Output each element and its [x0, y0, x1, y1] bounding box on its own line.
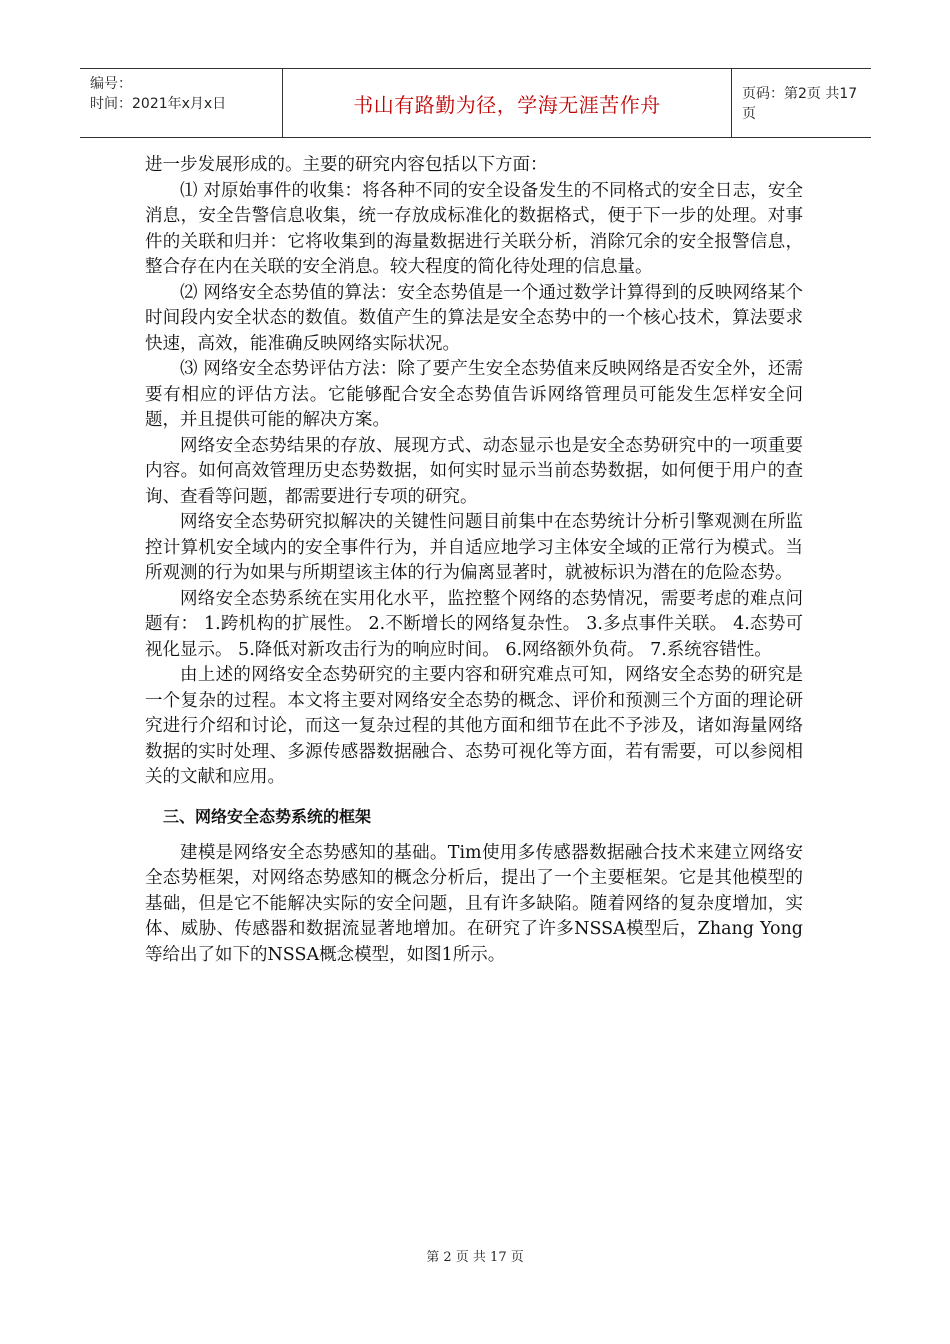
- body-paragraph: 由上述的网络安全态势研究的主要内容和研究难点可知，网络安全态势的研究是一个复杂的过程。本文将主要对网络安全态势的概念、评价和预测三个方面的理论研究进行介绍和讨论，而这一复杂过程的其他方面和细节在此不予涉及，诸如海量网络数据的实时处理、多源传感器数据融合、态势可视化等方面，若有需要，可以参阅相关的文献和应用。: [145, 665, 803, 787]
- header-page-cell: [732, 69, 871, 137]
- body-paragraph: 网络安全态势研究拟解决的关键性问题目前集中在态势统计分析引擎观测在所监控计算机安全域内的安全事件行为，并自适应地学习主体安全域的正常行为模式。当所观测的行为如果与所期望该主体的行为偏离显著时，就被标识为潜在的危险态势。: [145, 512, 803, 583]
- header-motto-cell: [282, 69, 732, 137]
- section-paragraph: 建模是网络安全态势感知的基础。Tim使用多传感器数据融合技术来建立网络安全态势框架，对网络态势感知的概念分析后，提出了一个主要框架。它是其他模型的基础，但是它不能解决实际的安全问题，且有许多缺陷。随着网络的复杂度增加，实体、威胁、传感器和数据流显著地增加。在研究了许多NSSA模型后，Zhang Yong等给出了如下的NSSA概念模型，如图1所示。: [145, 842, 803, 965]
- document-body: [145, 153, 803, 968]
- body-paragraph-item-1: ⑴ 对原始事件的收集：将各种不同的安全设备发生的不同格式的安全日志，安全消息，安全告警信息收集，统一存放成标准化的数据格式，便于下一步的处理。对事件的关联和归并：它将收集到的海量数据进行关联分析，消除冗余的安全报警信息，整合存在内在关联的安全消息。较大程度的简化待处理的信息量。: [145, 180, 803, 277]
- body-paragraph-intro: 进一步发展形成的。主要的研究内容包括以下方面：: [145, 155, 548, 175]
- page-header: [80, 68, 871, 138]
- body-paragraph-item-2: ⑵ 网络安全态势值的算法：安全态势值是一个通过数学计算得到的反映网络某个时间段内安全状态的数值。数值产生的算法是安全态势中的一个核心技术，算法要求快速，高效，能准确反映网络实际状况。: [145, 282, 803, 354]
- body-paragraph: 网络安全态势结果的存放、展现方式、动态显示也是安全态势研究中的一项重要内容。如何高效管理历史态势数据，如何实时显示当前态势数据，如何便于用户的查询、查看等问题，都需要进行专项的研究。: [145, 435, 803, 507]
- body-paragraph-item-3: ⑶ 网络安全态势评估方法：除了要产生安全态势值来反映网络是否安全外，还需要有相应的评估方法。它能够配合安全态势值告诉网络管理员可能发生怎样安全问题，并且提供可能的解决方案。: [145, 359, 803, 430]
- body-paragraph: 网络安全态势系统在实用化水平，监控整个网络的态势情况，需要考虑的难点问题有： 1.跨机构的扩展性。 2.不断增长的网络复杂性。 3.多点事件关联。 4.态势可视化显示。 5.降低对新攻击行为的响应时间。 6.网络额外负荷。 7.系统容错性。: [145, 588, 803, 660]
- document-date: 时间：2021年x月x日: [90, 96, 227, 112]
- page-footer: 第 2 页 共 17 页: [426, 1250, 524, 1265]
- header-motto: 书山有路勤为径，学海无涯苦作舟: [353, 92, 661, 117]
- document-number: 编号：: [90, 76, 132, 92]
- header-meta: [80, 69, 282, 137]
- section-heading: 三、网络安全态势系统的框架: [163, 806, 372, 826]
- header-page-number: 页码：第2页 共17页: [742, 86, 858, 122]
